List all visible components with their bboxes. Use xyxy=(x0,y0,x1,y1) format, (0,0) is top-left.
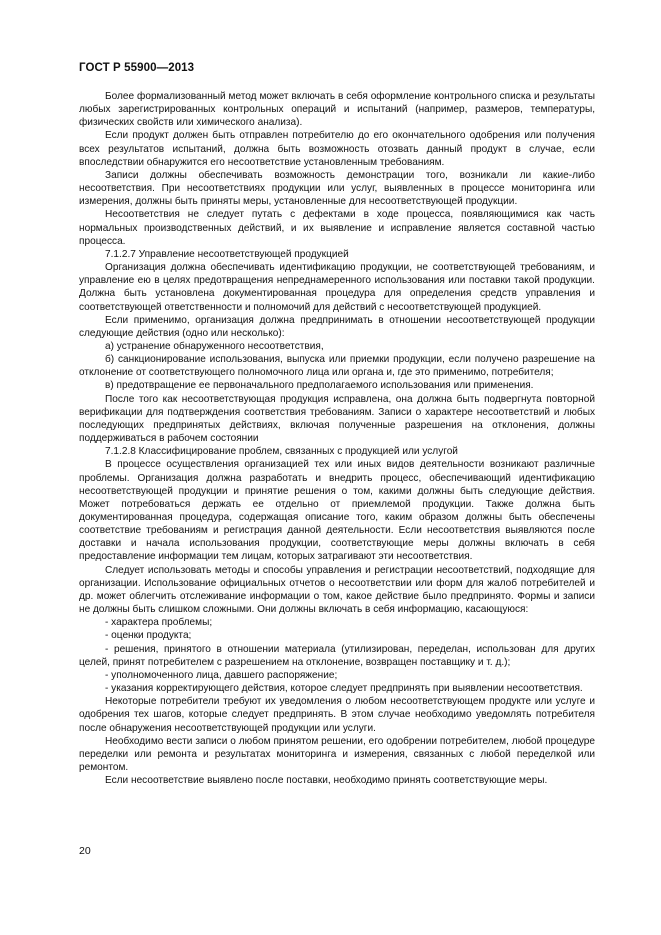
paragraph: Если применимо, организация должна предпринимать в отношении несоответствующей продукции следующие действия (одно или несколько): xyxy=(79,314,595,339)
paragraph: После того как несоответствующая продукция исправлена, она должна быть подвергнута повторной верификации для подтверждения соответствия требованиям. Записи о характере несоответствий и любых последующих предпринятых действиях, включая полученные разрешения на отклонения, должны поддерживаться в рабочем состоянии xyxy=(79,393,595,445)
list-item: - характера проблемы; xyxy=(105,617,213,629)
paragraph: Если продукт должен быть отправлен потребителю до его окончательного одобрения или получения всех результатов испытаний, должна быть возможность отозвать данный продукт в случае, если впоследствии обнаружится его несоответствие установленным требованиям. xyxy=(79,130,595,168)
paragraph: Записи должны обеспечивать возможность демонстрации того, возникали ли какие-либо несоответствия. При несоответствиях продукции или услуг, выявленных в процессе мониторинга или измерения, должны быть приняты меры, установленные для несоответствующей продукции. xyxy=(79,169,595,208)
list-item: - уполномоченного лица, давшего распоряжение; xyxy=(105,669,338,681)
page-number: 20 xyxy=(79,845,91,857)
list-item: а) устранение обнаруженного несоответствия, xyxy=(105,340,324,352)
section-heading: 7.1.2.8 Классифицирование проблем, связанных с продукцией или услугой xyxy=(105,446,458,458)
paragraph: Несоответствия не следует путать с дефектами в ходе процесса, появляющимися как часть нормальных производственных действий, и их выявление и исправление является составной частью процесса. xyxy=(79,209,595,247)
document-header: ГОСТ Р 55900—2013 xyxy=(79,62,195,74)
list-item: - решения, принятого в отношении материала (утилизирован, переделан, использован для других целей, принят потребителем с разрешением на отклонение, возвращен поставщику и т. д.); xyxy=(79,643,595,668)
paragraph: Если несоответствие выявлено после поставки, необходимо принять соответствующие меры. xyxy=(105,775,548,787)
paragraph: Необходимо вести записи о любом принятом решении, его одобрении потребителем, любой процедуре переделки или ремонта и результатах мониторинга и измерения, связанных с любой переделкой или ремонтом. xyxy=(79,735,595,773)
paragraph: Некоторые потребители требуют их уведомления о любом несоответствующем продукте или услуге и одобрения тех шагов, которые следует предпринять. В этом случае необходимо уведомлять потребителя после обнаружения несоответствующей продукции или услуги. xyxy=(79,696,595,734)
list-item: - указания корректирующего действия, которое следует предпринять при выявлении несоответствия. xyxy=(105,683,583,695)
document-body xyxy=(79,90,595,787)
paragraph: Более формализованный метод может включать в себя оформление контрольного списка и результаты любых зарегистрированных контрольных операций и испытаний (например, размеров, температуры, физических свойств или химического анализа). xyxy=(79,91,595,129)
paragraph: Следует использовать методы и способы управления и регистрации несоответствий, подходящие для организации. Использование официальных отчетов о несоответствии или форм для жалоб потребителей и др. может облегчить отслеживание информации о том, какое действие было предпринято. Формы и записи не должны быть слишком сложными. Они должны включать в себя информацию, касающуюся: xyxy=(79,564,595,616)
paragraph: Организация должна обеспечивать идентификацию продукции, не соответствующей требованиям, и управление ею в целях предотвращения непреднамеренного использования или поставки такой продукции. Должна быть установлена документированная процедура для определения средств управления и соответствующей ответственности и полномочий для действий с несоответствующей продукцией. xyxy=(79,262,595,313)
section-heading: 7.1.2.7 Управление несоответствующей продукцией xyxy=(105,248,349,260)
list-item: - оценки продукта; xyxy=(105,630,192,642)
paragraph: В процессе осуществления организацией тех или иных видов деятельности возникают различные проблемы. Организация должна разработать и внедрить процесс, обеспечивающий идентификацию несоответствующей продукции и принятие решения о том, какими должны быть следующие действия. Может потребоваться держать ее отдельно от приемлемой продукции. Также должна быть документированная процедура, содержащая описание того, каким образом должны быть обеспечены соответствие требованиям и регистрация данной деятельности. Если несоответствия выявляются после доставки и начала использования продукции, соответствующие меры должны включать в себя предоставление информации тем лицам, которых затрагивают эти несоответствия. xyxy=(79,459,595,563)
list-item: б) санкционирование использования, выпуска или приемки продукции, если получено разрешение на отклонение от соответствующего полномочного лица или органа и, где это применимо, потребителя; xyxy=(79,354,595,379)
list-item: в) предотвращение ее первоначального предполагаемого использования или применения. xyxy=(105,380,534,392)
